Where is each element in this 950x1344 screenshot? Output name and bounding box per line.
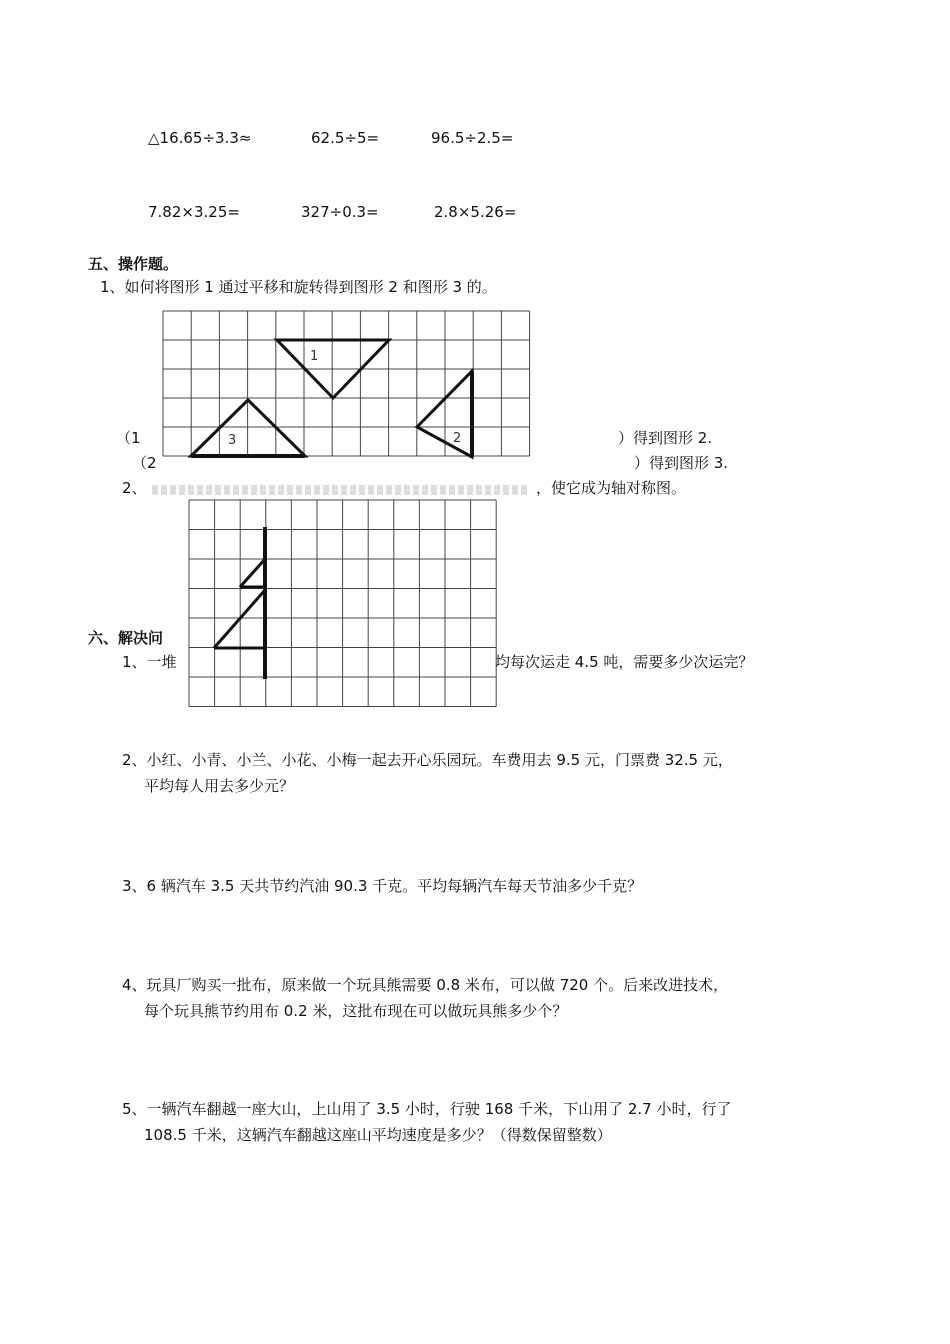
question-text: 每个玩具熊节约用布 0.2 米，这批布现在可以做玩具熊多少个？: [144, 1002, 568, 1020]
shape-label-2: 2: [453, 431, 462, 446]
answer-line-2-start: （2: [132, 454, 157, 472]
calc-item: 2.8×5.26=: [434, 203, 517, 221]
question-text: 4、玩具厂购买一批布，原来做一个玩具熊需要 0.8 米布，可以做 720 个。后来改进技术，: [122, 976, 729, 994]
question-text-end: 均每次运走 4.5 吨，需要多少次运完？: [495, 653, 754, 671]
grid-lines: [189, 500, 496, 707]
calc-item: 96.5÷2.5=: [431, 129, 514, 147]
question-text: 2、小红、小青、小兰、小花、小梅一起去开心乐园玩。车费用去 9.5 元，门票费 32.5 元，: [122, 751, 733, 769]
question-text: 108.5 千米，这辆汽车翻越这座山平均速度是多少？（得数保留整数）: [144, 1126, 612, 1144]
obscured-text: [152, 485, 530, 495]
question-text-end: ，使它成为轴对称图。: [536, 479, 687, 497]
answer-line-1-end: ）得到图形 2.: [618, 429, 713, 447]
shape-label-1: 1: [310, 349, 319, 364]
section-heading: 六、解决问: [88, 629, 164, 647]
question-text: 3、6 辆汽车 3.5 天共节约汽油 90.3 千克。平均每辆汽车每天节油多少千克？: [122, 877, 643, 895]
question-text: 2、: [122, 479, 147, 497]
shape-label-3: 3: [228, 433, 237, 448]
calc-item: △16.65÷3.3≈: [148, 129, 252, 147]
question-text: 5、一辆汽车翻越一座大山，上山用了 3.5 小时，行驶 168 千米，下山用了 2.7 小时，行了: [122, 1100, 732, 1118]
calc-item: 327÷0.3=: [301, 203, 379, 221]
answer-line-2-end: ）得到图形 3.: [634, 454, 729, 472]
grid-figure-1: [158, 309, 538, 469]
calc-item: 7.82×3.25=: [148, 203, 240, 221]
grid-figure-2: [186, 497, 506, 712]
question-text: 1、如何将图形 1 通过平移和旋转得到图形 2 和图形 3 的。: [100, 278, 497, 296]
section-heading: 五、操作题。: [88, 255, 179, 273]
calc-item: 62.5÷5=: [311, 129, 380, 147]
question-text: 平均每人用去多少元？: [144, 777, 295, 795]
question-text: 1、一堆: [122, 653, 177, 671]
answer-line-1-start: （1: [116, 429, 141, 447]
